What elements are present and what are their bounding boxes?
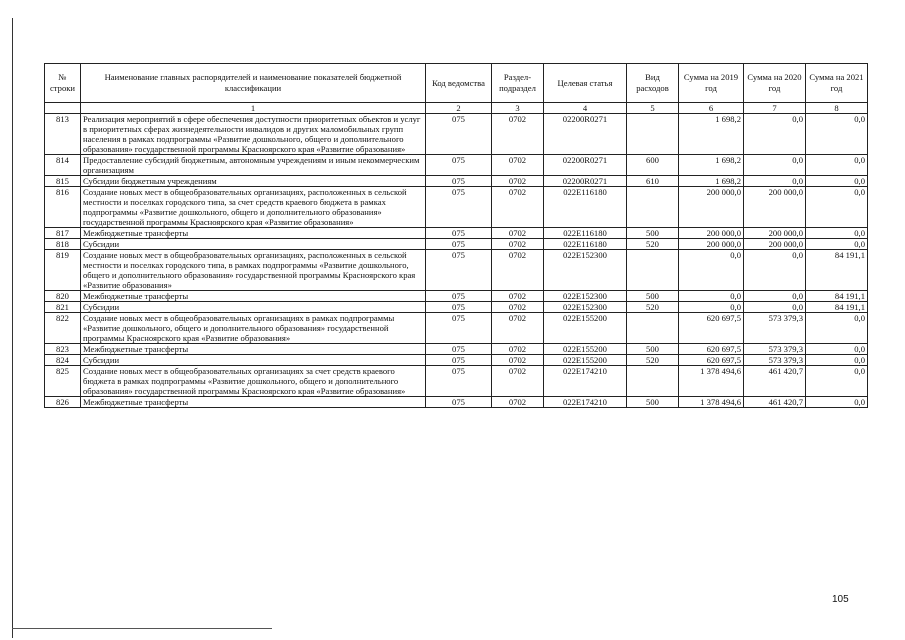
column-index: 3 [492,103,544,114]
row-dept-code: 075 [426,302,492,313]
row-sum-2020: 461 420,7 [744,366,806,397]
row-name: Субсидии бюджетным учреждениям [81,176,426,187]
row-target: 022E174210 [544,366,627,397]
row-name: Создание новых мест в общеобразовательных организациях в рамках подпрограммы «Развитие дошкольного, общего и дополнительного образования» государственной программы Красноярского края «Развитие образования» [81,313,426,344]
row-dept-code: 075 [426,239,492,250]
row-name: Субсидии [81,239,426,250]
row-number: 813 [45,114,81,155]
row-expense-kind [627,366,679,397]
table-row [45,302,868,313]
row-sum-2019: 0,0 [679,250,744,291]
row-expense-kind: 520 [627,302,679,313]
row-section: 0702 [492,344,544,355]
row-sum-2019: 1 698,2 [679,114,744,155]
table-row [45,228,868,239]
table-row [45,155,868,176]
row-sum-2020: 461 420,7 [744,397,806,408]
row-sum-2021: 0,0 [806,155,868,176]
row-dept-code: 075 [426,155,492,176]
row-sum-2020: 0,0 [744,250,806,291]
table-row [45,397,868,408]
row-section: 0702 [492,313,544,344]
column-index: 8 [806,103,868,114]
row-dept-code: 075 [426,187,492,228]
left-margin-rule [12,18,13,638]
row-name: Субсидии [81,302,426,313]
row-target: 022E152300 [544,250,627,291]
row-sum-2020: 573 379,3 [744,313,806,344]
row-sum-2020: 0,0 [744,291,806,302]
row-sum-2021: 0,0 [806,187,868,228]
row-section: 0702 [492,187,544,228]
row-expense-kind: 520 [627,239,679,250]
row-expense-kind: 500 [627,344,679,355]
row-section: 0702 [492,239,544,250]
budget-table [44,63,868,408]
table-row [45,239,868,250]
row-number: 825 [45,366,81,397]
row-target: 02200R0271 [544,176,627,187]
row-section: 0702 [492,228,544,239]
row-sum-2019: 1 378 494,6 [679,366,744,397]
row-target: 022E155200 [544,344,627,355]
header-row [45,64,868,103]
column-index: 1 [81,103,426,114]
row-sum-2019: 620 697,5 [679,344,744,355]
row-sum-2019: 620 697,5 [679,313,744,344]
row-dept-code: 075 [426,176,492,187]
row-dept-code: 075 [426,344,492,355]
row-sum-2019: 200 000,0 [679,239,744,250]
row-name: Межбюджетные трансферты [81,397,426,408]
row-sum-2019: 1 378 494,6 [679,397,744,408]
page-number: 105 [832,594,849,605]
table-row [45,176,868,187]
row-name: Создание новых мест в общеобразовательных организациях за счет средств краевого бюджета в рамках подпрограммы «Развитие дошкольного, общего и дополнительного образования» государственной программы Красноярского края «Развитие образования» [81,366,426,397]
row-target: 02200R0271 [544,114,627,155]
row-section: 0702 [492,397,544,408]
row-dept-code: 075 [426,250,492,291]
table-row [45,355,868,366]
table-row [45,344,868,355]
row-sum-2020: 573 379,3 [744,344,806,355]
row-target: 022E155200 [544,313,627,344]
row-number: 817 [45,228,81,239]
row-number: 814 [45,155,81,176]
row-sum-2021: 0,0 [806,176,868,187]
row-sum-2021: 84 191,1 [806,302,868,313]
row-sum-2021: 0,0 [806,239,868,250]
row-sum-2021: 0,0 [806,313,868,344]
header-expense-kind: Вид расходов [627,64,679,103]
row-dept-code: 075 [426,366,492,397]
row-number: 820 [45,291,81,302]
row-sum-2020: 0,0 [744,302,806,313]
row-dept-code: 075 [426,313,492,344]
header-name: Наименование главных распорядителей и наименование показателей бюджетной классификации [81,64,426,103]
row-expense-kind: 600 [627,155,679,176]
column-index: 5 [627,103,679,114]
row-name: Межбюджетные трансферты [81,344,426,355]
row-dept-code: 075 [426,114,492,155]
row-dept-code: 075 [426,397,492,408]
header-sum-2020: Сумма на 2020 год [744,64,806,103]
row-sum-2021: 0,0 [806,355,868,366]
row-sum-2019: 1 698,2 [679,176,744,187]
row-sum-2020: 200 000,0 [744,239,806,250]
row-sum-2020: 573 379,3 [744,355,806,366]
row-target: 022E155200 [544,355,627,366]
row-expense-kind: 610 [627,176,679,187]
row-name: Реализация мероприятий в сфере обеспечения доступности приоритетных объектов и услуг в приоритетных сферах жизнедеятельности инвалидов и других маломобильных групп населения в рамках подпрограммы «Развитие дошкольного, общего и дополнительного образования» государственной программы Красноярского края «Развитие образования» [81,114,426,155]
row-number: 826 [45,397,81,408]
row-number: 819 [45,250,81,291]
row-number: 818 [45,239,81,250]
row-sum-2021: 0,0 [806,344,868,355]
row-number: 821 [45,302,81,313]
row-expense-kind: 520 [627,355,679,366]
row-sum-2021: 0,0 [806,397,868,408]
row-name: Создание новых мест в общеобразовательных организациях, расположенных в сельской местности и поселках городского типа, в рамках подпрограммы «Развитие дошкольного, общего и дополнительного образования» государственной программы Красноярского края «Развитие образования» [81,250,426,291]
column-index-row [45,103,868,114]
row-target: 022E152300 [544,291,627,302]
row-dept-code: 075 [426,291,492,302]
row-sum-2019: 200 000,0 [679,187,744,228]
row-number: 815 [45,176,81,187]
table-row [45,291,868,302]
row-sum-2020: 0,0 [744,155,806,176]
row-sum-2021: 0,0 [806,228,868,239]
row-section: 0702 [492,302,544,313]
row-expense-kind [627,313,679,344]
header-section: Раздел-подраздел [492,64,544,103]
header-sum-2021: Сумма на 2021 год [806,64,868,103]
header-sum-2019: Сумма на 2019 год [679,64,744,103]
row-target: 022E174210 [544,397,627,408]
row-number: 823 [45,344,81,355]
row-expense-kind: 500 [627,397,679,408]
column-index: 2 [426,103,492,114]
column-index: 6 [679,103,744,114]
row-sum-2019: 0,0 [679,291,744,302]
row-sum-2021: 84 191,1 [806,291,868,302]
row-section: 0702 [492,155,544,176]
row-number: 816 [45,187,81,228]
row-sum-2019: 200 000,0 [679,228,744,239]
row-target: 022E152300 [544,302,627,313]
row-section: 0702 [492,355,544,366]
row-name: Субсидии [81,355,426,366]
row-name: Создание новых мест в общеобразовательных организациях, расположенных в сельской местности и поселках городского типа, за счет средств краевого бюджета в рамках подпрограммы «Развитие дошкольного, общего и дополнительного образования» государственной программы Красноярского края «Развитие образования» [81,187,426,228]
row-number: 824 [45,355,81,366]
row-expense-kind: 500 [627,291,679,302]
row-sum-2019: 620 697,5 [679,355,744,366]
row-sum-2020: 200 000,0 [744,187,806,228]
row-name: Межбюджетные трансферты [81,291,426,302]
row-target: 022E116180 [544,228,627,239]
table-row [45,313,868,344]
row-expense-kind [627,187,679,228]
row-section: 0702 [492,250,544,291]
row-expense-kind [627,114,679,155]
row-section: 0702 [492,114,544,155]
row-sum-2020: 200 000,0 [744,228,806,239]
header-dept-code: Код ведомства [426,64,492,103]
row-dept-code: 075 [426,355,492,366]
row-target: 02200R0271 [544,155,627,176]
row-sum-2021: 0,0 [806,366,868,397]
row-sum-2020: 0,0 [744,114,806,155]
table-row [45,250,868,291]
row-sum-2020: 0,0 [744,176,806,187]
row-expense-kind: 500 [627,228,679,239]
row-sum-2021: 0,0 [806,114,868,155]
column-index: 4 [544,103,627,114]
row-target: 022E116180 [544,187,627,228]
bottom-margin-rule [12,628,272,629]
column-index: 7 [744,103,806,114]
row-dept-code: 075 [426,228,492,239]
row-expense-kind [627,250,679,291]
header-target: Целевая статья [544,64,627,103]
row-name: Межбюджетные трансферты [81,228,426,239]
row-section: 0702 [492,176,544,187]
table-row [45,187,868,228]
row-sum-2021: 84 191,1 [806,250,868,291]
row-section: 0702 [492,366,544,397]
row-target: 022E116180 [544,239,627,250]
row-section: 0702 [492,291,544,302]
row-sum-2019: 1 698,2 [679,155,744,176]
row-number: 822 [45,313,81,344]
table-row [45,114,868,155]
column-index-blank [45,103,81,114]
header-row-number: № строки [45,64,81,103]
row-name: Предоставление субсидий бюджетным, автономным учреждениям и иным некоммерческим организациям [81,155,426,176]
row-sum-2019: 0,0 [679,302,744,313]
table-row [45,366,868,397]
